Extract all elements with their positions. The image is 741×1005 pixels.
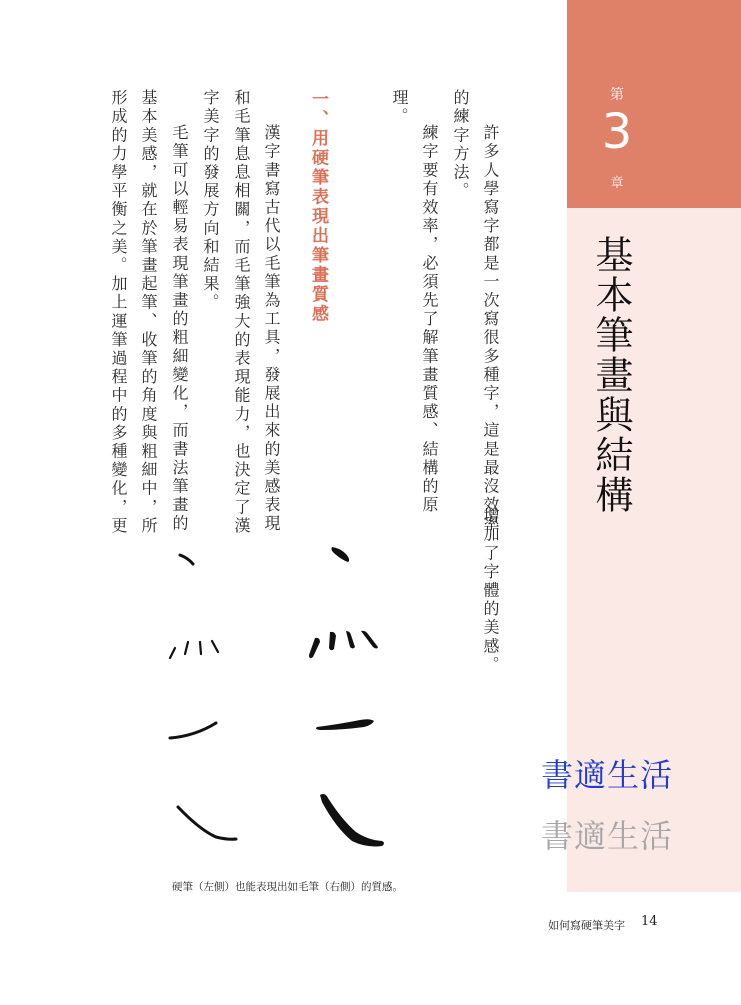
brush-dot-stroke [331,547,349,562]
text-column-7: 字美字的發展方向和結果。 [201,89,220,313]
brush-four-dot-2 [329,632,336,650]
hard-pen-four-dots [170,641,218,658]
brand-logo-gray: 書適生活 [541,817,674,855]
figure-caption: 硬筆（左側）也能表現出如毛筆（右側）的質感。 [172,881,403,893]
text-column-9: 基本美感，就在於筆畫起筆、收筆的角度與粗細中，所 [139,89,158,536]
hard-pen-strokes [170,555,236,839]
brush-four-dot-1 [309,638,320,658]
hard-pen-horizontal-stroke [170,723,216,738]
text-column-8: 毛筆可以輕易表現筆畫的粗細變化，而書法筆畫的 [170,124,189,534]
text-column-2: 的練字方法。 [451,89,470,201]
brush-horizontal-stroke [316,719,374,730]
section-heading: 一、用硬筆表現出筆畫質感 [308,90,328,324]
page-number: 14 [641,914,658,929]
chapter-number: 3 [601,104,633,160]
brush-four-dot-3 [346,631,355,649]
stroke-comparison-figure [150,530,410,860]
brush-press-stroke [320,794,384,846]
text-column-3: 練字要有效率，必須先了解筆畫質感、結構的原 [420,124,439,515]
brush-strokes [309,547,384,846]
chapter-prefix: 第 [610,87,624,103]
chapter-suffix: 章 [610,176,624,191]
text-column-1b: 增加了字體的美感。 [481,507,500,675]
text-column-6: 和毛筆息息相關，而毛筆強大的表現能力，也決定了漢 [232,89,251,536]
hard-pen-press-stroke [178,807,236,839]
text-column-10: 形成的力學平衡之美。加上運筆過程中的多種變化，更 [109,89,128,536]
text-column-4: 理。 [390,89,409,127]
chapter-title: 基本筆畫與結構 [589,235,633,515]
hard-pen-dot-stroke [180,555,193,564]
brand-logo-blue: 書適生活 [541,756,674,794]
footer-book-title: 如何寫硬筆美字 [548,919,625,932]
brush-four-dot-4 [361,631,378,649]
text-column-5: 漢字書寫古代以毛筆為工具，發展出來的美感表現 [262,124,281,534]
text-column-1: 許多人學寫字都是一次寫很多種字，這是最沒效率 [481,124,500,534]
